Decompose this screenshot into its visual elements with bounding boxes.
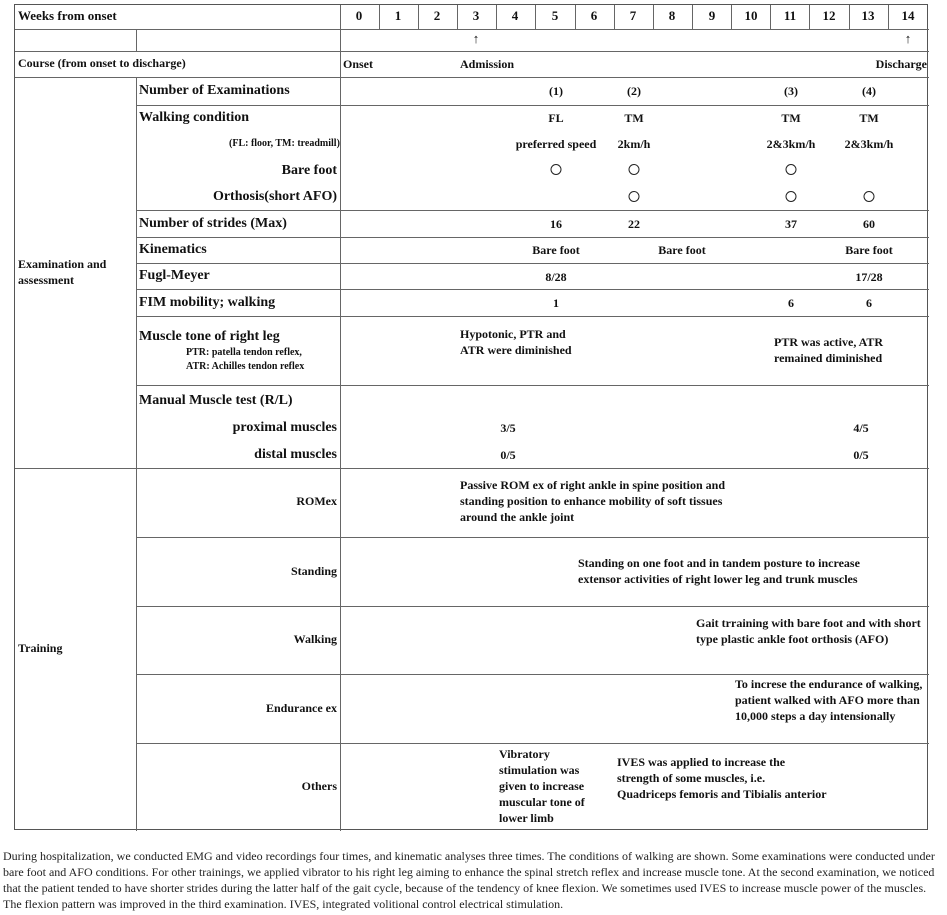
orthosis-check-2 — [629, 191, 640, 202]
walk-type-3: TM — [781, 111, 801, 125]
col-divider — [340, 5, 341, 831]
fugl-meyer-1: 8/28 — [545, 270, 567, 284]
kinematics-2: Bare foot — [658, 243, 706, 257]
week-divider — [809, 5, 810, 29]
week-divider — [457, 5, 458, 29]
week-14: 14 — [901, 8, 915, 23]
walk-speed-4: 2&3km/h — [844, 137, 894, 151]
week-12: 12 — [822, 8, 836, 23]
row-divider — [136, 537, 929, 538]
muscle-tone-label: Muscle tone of right leg — [139, 329, 280, 344]
week-divider — [575, 5, 576, 29]
fim-3: 6 — [866, 296, 872, 310]
col-divider — [136, 29, 137, 51]
fugl-meyer-2: 17/28 — [855, 270, 883, 284]
exam-num-2: (2) — [627, 84, 641, 98]
romex-text: Passive ROM ex of right ankle in spine position and standing position to enhance mobility of soft tissues around the ankle joint — [460, 478, 726, 524]
others-label: Others — [301, 779, 337, 793]
fim-2: 6 — [788, 296, 794, 310]
week-13: 13 — [861, 8, 875, 23]
week-5: 5 — [551, 8, 559, 23]
onset-label: Onset — [343, 57, 373, 71]
discharge-arrow: ↑ — [904, 31, 912, 46]
weeks-label: Weeks from onset — [18, 8, 117, 23]
row-divider — [15, 77, 929, 78]
kinematics-3: Bare foot — [845, 243, 893, 257]
kinematics-1: Bare foot — [532, 243, 580, 257]
week-4: 4 — [511, 8, 519, 23]
admission-arrow: ↑ — [472, 31, 480, 46]
walk-type-2: TM — [624, 111, 644, 125]
discharge-label: Discharge — [875, 57, 927, 71]
week-divider — [692, 5, 693, 29]
distal-label: distal muscles — [254, 447, 337, 462]
exam-num-4: (4) — [862, 84, 876, 98]
week-divider — [535, 5, 536, 29]
week-10: 10 — [744, 8, 758, 23]
fim-label: FIM mobility; walking — [139, 295, 276, 310]
orthosis-label: Orthosis(short AFO) — [212, 189, 337, 204]
orthosis-check-4 — [864, 191, 875, 202]
proximal-label: proximal muscles — [232, 420, 337, 435]
walk-type-1: FL — [548, 111, 564, 125]
strides-label: Number of strides (Max) — [139, 216, 287, 231]
week-divider — [614, 5, 615, 29]
fugl-meyer-label: Fugl-Meyer — [139, 268, 210, 283]
row-divider — [136, 606, 929, 607]
strides-1: 16 — [550, 217, 562, 231]
exam-num-3: (3) — [784, 84, 798, 98]
others-text-vibratory: Vibratory stimulation was given to increase muscular tone of lower limb — [499, 747, 585, 825]
week-divider — [379, 5, 380, 29]
tone-early-text: Hypotonic, PTR and ATR were diminished — [460, 327, 572, 357]
walking-condition-note: (FL: floor, TM: treadmill) — [229, 138, 340, 149]
row-divider — [15, 51, 929, 52]
romex-label: ROMex — [296, 494, 337, 508]
tone-late-text: PTR was active, ATR remained diminished — [774, 335, 884, 365]
row-divider — [15, 468, 929, 469]
week-divider — [418, 5, 419, 29]
row-divider — [136, 743, 929, 744]
week-divider — [653, 5, 654, 29]
barefoot-check-3 — [786, 164, 797, 175]
ptr-note: PTR: patella tendon reflex, — [186, 347, 302, 358]
week-divider — [888, 5, 889, 29]
week-3: 3 — [472, 8, 480, 23]
others-text-ives: IVES was applied to increase the strength of some muscles, i.e. Quadriceps femoris and Tibialis anterior — [617, 755, 827, 801]
course-label: Course (from onset to discharge) — [18, 56, 186, 70]
row-divider — [136, 210, 929, 211]
week-divider — [770, 5, 771, 29]
barefoot-check-1 — [551, 164, 562, 175]
walking-condition-label: Walking condition — [139, 110, 250, 125]
strides-4: 60 — [863, 217, 875, 231]
walk-speed-2: 2km/h — [617, 137, 651, 151]
row-divider — [136, 105, 929, 106]
standing-text: Standing on one foot and in tandem posture to increase extensor activities of right lower leg and trunk muscles — [578, 556, 860, 586]
atr-note: ATR: Achilles tendon reflex — [186, 361, 305, 372]
row-divider — [136, 316, 929, 317]
row-divider — [136, 263, 929, 264]
row-divider — [136, 385, 929, 386]
walk-speed-3: 2&3km/h — [766, 137, 816, 151]
week-1: 1 — [394, 8, 402, 23]
week-11: 11 — [783, 8, 797, 23]
proximal-2: 4/5 — [853, 421, 869, 435]
row-divider — [15, 29, 929, 30]
week-divider — [496, 5, 497, 29]
row-divider — [136, 289, 929, 290]
col-divider — [136, 77, 137, 831]
week-0: 0 — [355, 8, 363, 23]
training-section-label: Training — [18, 641, 63, 655]
exam-num-1: (1) — [549, 84, 563, 98]
walking-training-text: Gait trraining with bare foot and with short type plastic ankle foot orthosis (AFO) — [696, 616, 921, 646]
exam-section-label: Examination and assessment — [18, 257, 107, 287]
week-divider — [731, 5, 732, 29]
endurance-label: Endurance ex — [265, 701, 337, 715]
distal-2: 0/5 — [853, 448, 869, 462]
barefoot-label: Bare foot — [281, 163, 337, 178]
row-divider — [136, 674, 929, 675]
week-divider — [849, 5, 850, 29]
kinematics-label: Kinematics — [139, 242, 207, 257]
row-divider — [136, 237, 929, 238]
standing-label: Standing — [290, 564, 337, 578]
endurance-text: To increse the endurance of walking, patient walked with AFO more than 10,000 steps a day intensionally — [735, 677, 923, 723]
mmt-label: Manual Muscle test (R/L) — [139, 393, 293, 408]
week-6: 6 — [590, 8, 598, 23]
strides-3: 37 — [785, 217, 797, 231]
week-2: 2 — [433, 8, 441, 23]
table-caption: During hospitalization, we conducted EMG and video recordings four times, and kinematic analyses three times. The conditions of walking are shown. Some examinations were conducted under bare foot and AFO conditions. For other trainings, we applied vibrator to his right leg aiming to enhance the spinal stretch reflex and increase muscle tone. At the second examination, we noticed that the patient tended to have shorter strides during the latter half of the gait cycle, because of the tendency of knee flexion. We sometimes used IVES to increase muscle power of the muscles. The flexion pattern was improved in the third examination. IVES, integrated volitional control electrical stimulation. — [3, 849, 935, 911]
admission-label: Admission — [460, 57, 515, 71]
week-8: 8 — [668, 8, 676, 23]
strides-2: 22 — [628, 217, 640, 231]
orthosis-check-3 — [786, 191, 797, 202]
fim-1: 1 — [553, 296, 559, 310]
walk-speed-1: preferred speed — [515, 137, 597, 151]
walk-type-4: TM — [859, 111, 879, 125]
week-7: 7 — [629, 8, 637, 23]
distal-1: 0/5 — [500, 448, 516, 462]
proximal-1: 3/5 — [500, 421, 516, 435]
walking-training-label: Walking — [293, 632, 337, 646]
week-9: 9 — [708, 8, 716, 23]
num-exams-label: Number of Examinations — [139, 83, 290, 98]
barefoot-check-2 — [629, 164, 640, 175]
